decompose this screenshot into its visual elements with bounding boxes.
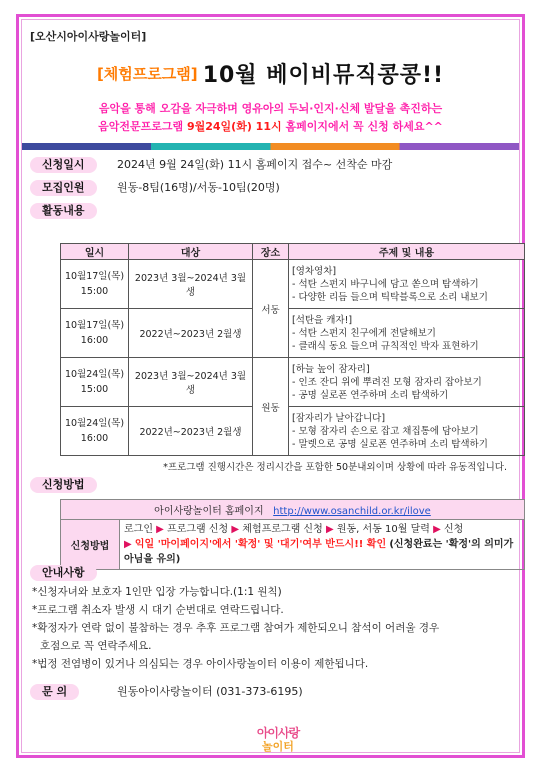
topic-title: [잠자리가 날아갑니다]	[292, 412, 386, 424]
step-experience: 체험프로그램 신청	[242, 524, 323, 535]
description-line2-post: 홈페이지에서 꼭 신청 하세요^^	[281, 120, 443, 133]
row-target: 2022년~2023년 2월생	[129, 407, 253, 456]
organization-label: [오산시아이사랑놀이터]	[30, 30, 147, 43]
row-date	[61, 358, 129, 407]
title-main: 10월 베이비뮤직콩콩!!	[202, 63, 445, 88]
site-url-link[interactable]: http://www.osanchild.or.kr/ilove	[273, 506, 431, 517]
recruit-text: 원동-8팀(16명)/서동-10팀(20명)	[117, 181, 280, 194]
poster-title	[22, 58, 519, 89]
guide-list	[32, 583, 439, 673]
schedule-table	[60, 243, 525, 456]
schedule-note: *프로그램 진행시간은 정리시간을 포함한 50분내외이며 상황에 따라 유동적입니다.	[163, 462, 507, 473]
topic-line: - 모형 잠자리 손으로 잡고 채집통에 담아보기	[292, 425, 479, 437]
row-topic	[289, 358, 525, 407]
table-row	[61, 309, 525, 358]
ilove-logo	[248, 724, 308, 756]
guide-item: *확정자가 연락 없이 불참하는 경우 추후 프로그램 참여가 제한되오니 참석이 어려울 경우	[32, 622, 440, 634]
arrow-icon: ▶	[231, 524, 240, 535]
row-target: 2022년~2023년 2월생	[129, 309, 253, 358]
site-label: 아이사랑놀이터 홈페이지	[154, 506, 264, 517]
guide-label: 안내사항	[30, 565, 97, 581]
schedule-header-row	[61, 244, 525, 260]
header-date: 일시	[61, 244, 129, 260]
table-row	[61, 358, 525, 407]
arrow-icon: ▶	[325, 524, 334, 535]
contact-label: 문 의	[30, 684, 79, 700]
row-date-day: 10월17일(목)	[64, 320, 125, 331]
guide-item: *법정 전염병이 있거나 의심되는 경우 아이사랑놀이터 이용이 제한됩니다.	[32, 658, 369, 670]
method-site-row	[61, 500, 525, 520]
guide-item: 호점으로 꼭 연락주세요.	[40, 640, 152, 652]
row-date	[61, 260, 129, 309]
row-date-day: 10월24일(목)	[64, 369, 125, 380]
color-divider	[22, 143, 519, 150]
topic-line: - 석탄 스펀지 바구니에 담고 쏟으며 탐색하기	[292, 278, 479, 290]
row-date	[61, 309, 129, 358]
method-label: 신청방법	[30, 477, 97, 493]
row-date-day: 10월24일(목)	[64, 418, 125, 429]
activity-label: 활동내용	[30, 203, 97, 219]
topic-title: [석탄을 캐자!]	[292, 314, 353, 326]
topic-title: [하늘 높이 잠자리]	[292, 363, 370, 375]
step-program: 프로그램 신청	[167, 524, 229, 535]
arrow-icon: ▶	[124, 539, 132, 550]
topic-line: - 석탄 스펀지 친구에게 전달해보기	[292, 327, 436, 339]
description	[22, 100, 519, 136]
header-target: 대상	[129, 244, 253, 260]
row-topic	[289, 260, 525, 309]
apply-date-text: 2024년 9월 24일(화) 11시 홈페이지 접수~ 선착순 마감	[117, 158, 393, 171]
row-date-day: 10월17일(목)	[64, 271, 125, 282]
row-date	[61, 407, 129, 456]
apply-date-label: 신청일시	[30, 157, 97, 173]
row-date-time: 16:00	[80, 433, 109, 444]
row-target: 2023년 3월~2024년 3월생	[129, 358, 253, 407]
topic-title: [영차영차]	[292, 265, 337, 277]
topic-line: - 클래식 동요 들으며 규칙적인 박자 표현하기	[292, 340, 479, 352]
method-warning: 익일 '마이페이지'에서 '확정' 및 '대기'여부 반드시!! 확인	[134, 539, 387, 550]
guide-item: *프로그램 취소자 발생 시 대기 순번대로 연락드립니다.	[32, 604, 284, 616]
method-table	[60, 499, 525, 570]
method-warning-tail: (신청완료는 '확정'의 의미가 아님을 유의)	[124, 539, 514, 565]
row-target: 2023년 3월~2024년 3월생	[129, 260, 253, 309]
arrow-icon: ▶	[433, 524, 441, 535]
topic-line: - 말렛으로 공명 실로폰 연주하며 소리 탐색하기	[292, 438, 488, 450]
row-place: 서동	[253, 260, 289, 358]
method-row-label: 신청방법	[61, 520, 120, 570]
step-calendar: 원동, 서동 10월 달력	[336, 524, 430, 535]
description-line2	[22, 118, 519, 136]
arrow-icon: ▶	[156, 524, 164, 535]
table-row	[61, 407, 525, 456]
table-row	[61, 260, 525, 309]
poster-inner-border	[21, 19, 520, 753]
contact-text: 원동아이사랑놀이터 (031-373-6195)	[117, 685, 303, 698]
logo-line1: 아이사랑	[256, 726, 300, 740]
description-line1: 음악을 통해 오감을 자극하며 영유아의 두뇌·인지·신체 발달을 촉진하는	[98, 102, 443, 115]
method-steps	[120, 520, 525, 570]
title-tag: [체험프로그램]	[96, 65, 198, 83]
row-topic	[289, 407, 525, 456]
row-date-time: 15:00	[80, 286, 109, 297]
topic-line: - 다양한 리듬 들으며 틱탁블록으로 소리 내보기	[292, 291, 488, 303]
method-site-cell	[61, 500, 525, 520]
step-apply: 신청	[443, 524, 464, 535]
row-topic	[289, 309, 525, 358]
header-place: 장소	[253, 244, 289, 260]
header-topic: 주제 및 내용	[289, 244, 525, 260]
guide-item: *신청자녀와 보호자 1인만 입장 가능합니다.(1:1 원칙)	[32, 586, 282, 598]
row-place: 원동	[253, 358, 289, 456]
poster-frame	[16, 14, 525, 758]
description-line2-pre: 음악전문프로그램	[98, 120, 187, 133]
row-date-time: 15:00	[80, 384, 109, 395]
topic-line: - 공명 실로폰 연주하며 소리 탐색하기	[292, 389, 449, 401]
step-login: 로그인	[124, 524, 153, 535]
recruit-label: 모집인원	[30, 180, 97, 196]
topic-line: - 인조 잔디 위에 뿌려진 모형 잠자리 잡아보기	[292, 376, 482, 388]
logo-line2: 놀이터	[262, 740, 294, 753]
method-steps-row	[61, 520, 525, 570]
row-date-time: 16:00	[80, 335, 109, 346]
description-date: 9월24일(화) 11시	[186, 120, 282, 133]
